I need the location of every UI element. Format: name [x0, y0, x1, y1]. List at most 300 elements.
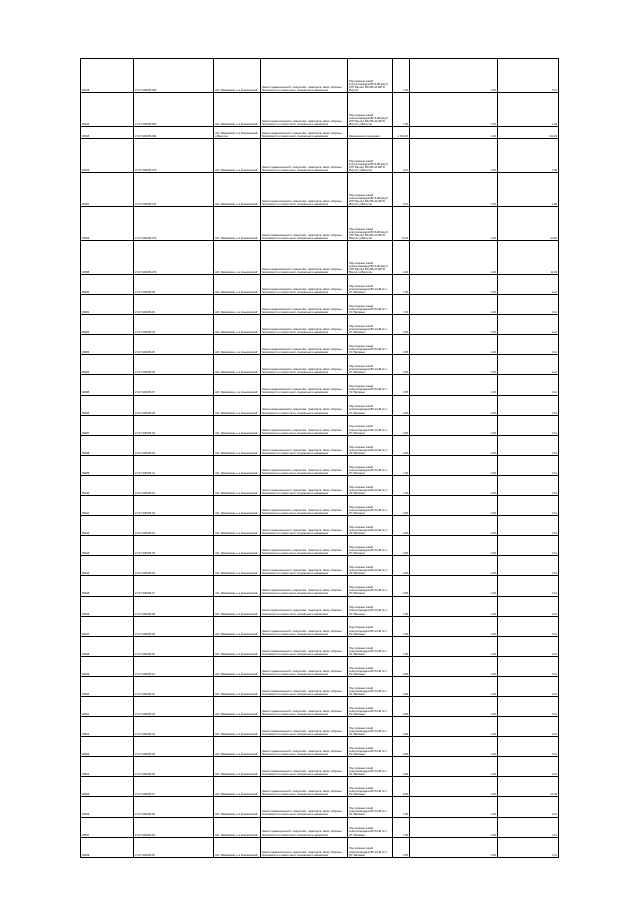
amount-cell: 142,29 — [498, 127, 559, 139]
row-id: 00007 — [81, 173, 134, 207]
area-cell: 7,00 — [393, 275, 410, 295]
amount-cell: 0,11 — [498, 737, 559, 757]
purpose-cell: Под опорные линий электропередачи ВЛ-10 кВ № 1 ПС 'Батманы' — [348, 596, 393, 616]
row-id: 00507 — [81, 817, 134, 837]
purpose-cell: Под опорные линий электропередачи ВЛ-6 кВ фид.6 КТП 'Ваутин' ВЛ-035-10 кВ ПС 'Ваутин' д.Вашутин — [348, 207, 393, 241]
land-category-cell: Земли промышленности, энергетики, транспорта, связи, обороны, безопасности и земли иного специального назначения — [261, 496, 348, 516]
row-id: 00497 — [81, 616, 134, 636]
address-cell: обл. Ивановская, р-н Кинешемский — [214, 275, 261, 295]
area-cell: 7,00 — [393, 59, 410, 93]
cadastral-number: 27-07-000045-373 — [134, 241, 214, 275]
rate-cell: 0,20 — [410, 696, 498, 716]
cadastral-number: 27-07-000045-41 — [134, 656, 214, 676]
table-row — [81, 837, 559, 857]
area-cell: 9,40 — [393, 777, 410, 797]
table-row — [81, 395, 559, 415]
table-row — [81, 207, 559, 241]
rate-cell: 0,00 — [410, 127, 498, 139]
area-cell: 0,05 — [393, 696, 410, 716]
address-cell: обл. Ивановская, р-н Кинешемский — [214, 375, 261, 395]
rate-cell: 0,20 — [410, 496, 498, 516]
address-cell: обл. Ивановская, р-н Кинешемский — [214, 556, 261, 576]
area-cell: 0,05 — [393, 395, 410, 415]
address-cell: обл. Ивановская, р-н Кинешемский — [214, 777, 261, 797]
table-row — [81, 576, 559, 596]
rate-cell: 0,20 — [410, 139, 498, 173]
cadastral-number: 27-07-000045-36 — [134, 556, 214, 576]
amount-cell: 1,56 — [498, 173, 559, 207]
rate-cell: 0,20 — [410, 616, 498, 636]
area-cell: 7,00 — [393, 93, 410, 127]
cadastral-number: 27-07-000045-39 — [134, 616, 214, 636]
amount-cell: 21,09 — [498, 777, 559, 797]
land-category-cell: Земли промышленности, энергетики, транспорта, связи, обороны, безопасности и земли иного специального назначения — [261, 241, 348, 275]
row-id: 00495 — [81, 576, 134, 596]
purpose-cell: Под опорные линий электропередачи ВЛ-10 кВ № 1 ПС 'Батманы' — [348, 315, 393, 335]
row-id: 00500 — [81, 676, 134, 696]
area-cell: 0,05 — [393, 576, 410, 596]
purpose-cell: Под опорные линий электропередачи ВЛ-10 кВ № 1 ПС 'Батманы' — [348, 777, 393, 797]
purpose-cell: Под опорные линий электропередачи ВЛ-10 кВ № 1 ПС 'Батманы' — [348, 556, 393, 576]
land-category-cell: Земли промышленности, энергетики, транспорта, связи, обороны, безопасности и земли иного специального назначения — [261, 139, 348, 173]
amount-cell: 0,11 — [498, 656, 559, 676]
table-row — [81, 556, 559, 576]
amount-cell: 0,11 — [498, 455, 559, 475]
table-row — [81, 335, 559, 355]
land-category-cell: Земли промышленности, энергетики, транспорта, связи, обороны, безопасности и земли иного специального назначения — [261, 837, 348, 857]
address-cell: обл. Ивановская, р-н Кинешемский — [214, 656, 261, 676]
land-category-cell: Земли промышленности, энергетики, транспорта, связи, обороны, безопасности и земли иного специального назначения — [261, 737, 348, 757]
amount-cell: 0,11 — [498, 415, 559, 435]
area-cell: 10,00 — [393, 207, 410, 241]
area-cell: 0,05 — [393, 676, 410, 696]
land-plots-table — [80, 58, 559, 858]
land-category-cell: Земли промышленности, энергетики, транспорта, связи, обороны, безопасности и земли иного специального назначения — [261, 516, 348, 536]
row-id: 00501 — [81, 696, 134, 716]
area-cell: 0,05 — [393, 315, 410, 335]
rate-cell: 0,20 — [410, 173, 498, 207]
purpose-cell: Под опорные линий электропередачи ВЛ-10 кВ № 1 ПС 'Батманы' — [348, 355, 393, 375]
address-cell: обл. Ивановская, р-н Кинешемский — [214, 139, 261, 173]
rate-cell: 2,20 — [410, 576, 498, 596]
rate-cell: 0,20 — [410, 676, 498, 696]
amount-cell: 0,11 — [498, 335, 559, 355]
rate-cell: 0,20 — [410, 395, 498, 415]
purpose-cell: Под опорные линий электропередачи ВЛ-6 кВ фид.6 КТП 'Ваутин' ВЛ-035-10 кВ ПС 'Ваутин' — [348, 59, 393, 93]
table-row — [81, 536, 559, 556]
area-cell: 7,00 — [393, 295, 410, 315]
amount-cell: 0,11 — [498, 536, 559, 556]
amount-cell: 0,11 — [498, 435, 559, 455]
amount-cell: 0,11 — [498, 496, 559, 516]
rate-cell: 0,20 — [410, 636, 498, 656]
cadastral-number: 27-07-000045-47 — [134, 777, 214, 797]
address-cell: обл. Ивановская, р-н Кинешемский — [214, 415, 261, 435]
cadastral-number: 27-07-000045-363 — [134, 59, 214, 93]
cadastral-number: 27-07-000045-40 — [134, 636, 214, 656]
area-cell: 0,05 — [393, 375, 410, 395]
land-category-cell: Земли промышленности, энергетики, транспорта, связи, обороны, безопасности и земли иного специального назначения — [261, 207, 348, 241]
rate-cell: 0,20 — [410, 475, 498, 495]
address-cell: обл. Ивановская, р-н Кинешемский, д.Вашутин — [214, 127, 261, 139]
rate-cell: 0,20 — [410, 375, 498, 395]
rate-cell: 0,20 — [410, 536, 498, 556]
table-row — [81, 139, 559, 173]
address-cell: обл. Ивановская, р-н Кинешемский — [214, 717, 261, 737]
cadastral-number: 27-07-000045-46 — [134, 757, 214, 777]
rate-cell: 0,20 — [410, 435, 498, 455]
land-category-cell: Земли промышленности, энергетики, транспорта, связи, обороны, безопасности и земли иного специального назначения — [261, 696, 348, 716]
cadastral-number: 27-07-000045-48 — [134, 797, 214, 817]
row-id: 00485 — [81, 375, 134, 395]
table-row — [81, 616, 559, 636]
purpose-cell: Под опорные линий электропередачи ВЛ-10 кВ № 1 ПС 'Батманы' — [348, 797, 393, 817]
cadastral-number: 27-07-000045-36 — [134, 355, 214, 375]
purpose-cell: Под опорные линий электропередачи ВЛ-10 кВ № 1 ПС 'Батманы' — [348, 817, 393, 837]
amount-cell: 24,60 — [498, 207, 559, 241]
table-row — [81, 696, 559, 716]
land-category-cell: Земли промышленности, энергетики, транспорта, связи, обороны, безопасности и земли иного специального назначения — [261, 375, 348, 395]
cadastral-number: 27-07-000045-359 — [134, 93, 214, 127]
table-row — [81, 315, 559, 335]
row-id: 00480 — [81, 275, 134, 295]
purpose-cell: Под опорные линий электропередачи ВЛ-6 кВ фид.6 КТП 'Ваутин' ВЛ-035-10 кВ ПС 'Ваутин' д.Вашутин — [348, 173, 393, 207]
row-id: 00505 — [81, 777, 134, 797]
row-id: 00508 — [81, 837, 134, 857]
amount-cell: 0,11 — [498, 395, 559, 415]
area-cell: 7,00 — [393, 636, 410, 656]
purpose-cell: Под опорные линий электропередачи ВЛ-10 кВ № 1 ПС 'Батманы' — [348, 676, 393, 696]
table-row — [81, 656, 559, 676]
rate-cell: 2,20 — [410, 596, 498, 616]
row-id: 00058 — [81, 241, 134, 275]
purpose-cell: Под опорные линий электропередачи ВЛ-10 кВ № 1 ПС 'Батманы' — [348, 536, 393, 556]
cadastral-number: 27-07-000045-34 — [134, 315, 214, 335]
land-category-cell: Земли промышленности, энергетики, транспорта, связи, обороны, безопасности и земли иного специального назначения — [261, 676, 348, 696]
amount-cell: 5,07 — [498, 59, 559, 93]
purpose-cell: Размещение сооружения — [348, 127, 393, 139]
row-id: 00491 — [81, 496, 134, 516]
row-id: 00492 — [81, 516, 134, 536]
land-category-cell: Земли промышленности, энергетики, транспорта, связи, обороны, безопасности и земли иного специального назначения — [261, 415, 348, 435]
land-category-cell: Земли промышленности, энергетики, транспорта, связи, обороны, безопасности и земли иного специального назначения — [261, 717, 348, 737]
area-cell: 7,00 — [393, 455, 410, 475]
rate-cell: 2,20 — [410, 556, 498, 576]
area-cell: 7,00 — [393, 475, 410, 495]
rate-cell: 0,20 — [410, 355, 498, 375]
land-category-cell: Земли промышленности, энергетики, транспорта, связи, обороны, безопасности и земли иного специального назначения — [261, 817, 348, 837]
table-row — [81, 475, 559, 495]
address-cell: обл. Ивановская, р-н Кинешемский — [214, 516, 261, 536]
area-cell: 0,05 — [393, 335, 410, 355]
rate-cell: 2,20 — [410, 757, 498, 777]
address-cell: обл. Ивановская, р-н Кинешемский — [214, 737, 261, 757]
area-cell: 0,10 — [393, 173, 410, 207]
purpose-cell: Под опорные линий электропередачи ВЛ-10 кВ № 1 ПС 'Батманы' — [348, 737, 393, 757]
rate-cell: 0,20 — [410, 335, 498, 355]
purpose-cell: Под опорные линий электропередачи ВЛ-10 кВ № 1 ПС 'Батманы' — [348, 656, 393, 676]
row-id: 00482 — [81, 315, 134, 335]
amount-cell: 1,94 — [498, 93, 559, 127]
area-cell: 7,00 — [393, 797, 410, 817]
cadastral-number: 27-07-000045-31 — [134, 455, 214, 475]
address-cell: обл. Ивановская, р-н Кинешемский — [214, 93, 261, 127]
amount-cell: 1,56 — [498, 139, 559, 173]
amount-cell: 11,09 — [498, 241, 559, 275]
row-id: 00493 — [81, 536, 134, 556]
rate-cell: 0,20 — [410, 59, 498, 93]
row-id: 00487 — [81, 415, 134, 435]
table-row — [81, 275, 559, 295]
purpose-cell: Под опорные линий электропередачи ВЛ-10 кВ № 1 ПС 'Батманы' — [348, 837, 393, 857]
rate-cell: 0,20 — [410, 295, 498, 315]
rate-cell: 2,20 — [410, 415, 498, 435]
area-cell: 0,05 — [393, 415, 410, 435]
amount-cell: 0,11 — [498, 375, 559, 395]
area-cell: 0,10 — [393, 139, 410, 173]
address-cell: обл. Ивановская, р-н Кинешемский — [214, 355, 261, 375]
land-category-cell: Земли промышленности, энергетики, транспорта, связи, обороны, безопасности и земли иного специального назначения — [261, 757, 348, 777]
row-id: 00486 — [81, 395, 134, 415]
amount-cell: 0,11 — [498, 717, 559, 737]
row-id: 00503 — [81, 737, 134, 757]
row-id: 00506 — [81, 797, 134, 817]
cadastral-number: 27-07-000045-50 — [134, 837, 214, 857]
purpose-cell: Под опорные линий электропередачи ВЛ-10 кВ № 1 ПС 'Батманы' — [348, 455, 393, 475]
cadastral-number: 27-07-000045-35 — [134, 536, 214, 556]
amount-cell: 0,11 — [498, 315, 559, 335]
land-category-cell: Земли промышленности, энергетики, транспорта, связи, обороны, безопасности и земли иного специального назначения — [261, 455, 348, 475]
amount-cell: 0,11 — [498, 596, 559, 616]
address-cell: обл. Ивановская, р-н Кинешемский — [214, 315, 261, 335]
table-row — [81, 717, 559, 737]
table-row — [81, 93, 559, 127]
amount-cell: 0,11 — [498, 837, 559, 857]
cadastral-number: 27-07-000045-372 — [134, 207, 214, 241]
address-cell: обл. Ивановская, р-н Кинешемский — [214, 757, 261, 777]
cadastral-number: 27-07-000045-43 — [134, 696, 214, 716]
purpose-cell: Под опорные линий электропередачи ВЛ-10 кВ № 1 ПС 'Батманы' — [348, 295, 393, 315]
address-cell: обл. Ивановская, р-н Кинешемский — [214, 435, 261, 455]
address-cell: обл. Ивановская, р-н Кинешемский — [214, 837, 261, 857]
land-category-cell: Земли промышленности, энергетики, транспорта, связи, обороны, безопасности и земли иного специального назначения — [261, 636, 348, 656]
row-id: 00490 — [81, 475, 134, 495]
rate-cell: 0,20 — [410, 797, 498, 817]
area-cell: 0,05 — [393, 516, 410, 536]
land-category-cell: Земли промышленности, энергетики, транспорта, связи, обороны, безопасности и земли иного специального назначения — [261, 777, 348, 797]
land-category-cell: Земли промышленности, энергетики, транспорта, связи, обороны, безопасности и земли иного специального назначения — [261, 576, 348, 596]
address-cell: обл. Ивановская, р-н Кинешемский — [214, 596, 261, 616]
land-category-cell: Земли промышленности, энергетики, транспорта, связи, обороны, безопасности и земли иного специального назначения — [261, 616, 348, 636]
purpose-cell: Под опорные линий электропередачи ВЛ-10 кВ № 1 ПС 'Батманы' — [348, 616, 393, 636]
cadastral-number: 27-07-000045-394 — [134, 127, 214, 139]
address-cell: обл. Ивановская, р-н Кинешемский — [214, 817, 261, 837]
purpose-cell: Под опорные линий электропередачи ВЛ-6 кВ фид.6 КТП 'Ваутин' ВЛ-035-10 кВ ПС 'Ваутин' д.Вашутин — [348, 93, 393, 127]
rate-cell: 2,20 — [410, 207, 498, 241]
rate-cell: 0,20 — [410, 837, 498, 857]
cadastral-number: 27-07-000045-39 — [134, 295, 214, 315]
area-cell: 7,00 — [393, 817, 410, 837]
purpose-cell: Под опорные линий электропередачи ВЛ-6 кВ фид.6 КТП 'Ваутин' ВЛ-035-10 кВ ПС 'Ваутин' д.Вашутин — [348, 241, 393, 275]
row-id: 00481 — [81, 295, 134, 315]
amount-cell: 0,11 — [498, 275, 559, 295]
cadastral-number: 27-07-000045-44 — [134, 717, 214, 737]
amount-cell: 0,11 — [498, 636, 559, 656]
area-cell: 0,05 — [393, 435, 410, 455]
area-cell: 0,05 — [393, 757, 410, 777]
table-row — [81, 817, 559, 837]
cadastral-number: 27-07-000045-39 — [134, 415, 214, 435]
purpose-cell: Под опорные линий электропередачи ВЛ-10 кВ № 1 ПС 'Батманы' — [348, 496, 393, 516]
cadastral-number: 27-07-000045-42 — [134, 676, 214, 696]
cadastral-number: 27-07-000045-30 — [134, 435, 214, 455]
land-category-cell: Земли промышленности, энергетики, транспорта, связи, обороны, безопасности и земли иного специального назначения — [261, 295, 348, 315]
row-id: 00494 — [81, 93, 134, 127]
table-row — [81, 777, 559, 797]
table-row — [81, 173, 559, 207]
cadastral-number: 37-07-000045-371 — [134, 173, 214, 207]
purpose-cell: Под опорные линий электропередачи ВЛ-10 кВ № 1 ПС 'Батманы' — [348, 395, 393, 415]
table-row — [81, 415, 559, 435]
purpose-cell: Под опорные линий электропередачи ВЛ-10 кВ № 1 ПС 'Батманы' — [348, 335, 393, 355]
row-id: 00499 — [81, 656, 134, 676]
address-cell: обл. Ивановская, р-н Кинешемский — [214, 59, 261, 93]
cadastral-number: 27-07-000045-32 — [134, 475, 214, 495]
address-cell: обл. Ивановская, р-н Кинешемский — [214, 616, 261, 636]
row-id: 00489 — [81, 455, 134, 475]
rate-cell: 0,20 — [410, 275, 498, 295]
row-id: 00005 — [81, 139, 134, 173]
land-category-cell: Земли промышленности, энергетики, транспорта, связи, обороны, безопасности и земли иного специального назначения — [261, 797, 348, 817]
table-row — [81, 797, 559, 817]
row-id: 00498 — [81, 636, 134, 656]
land-category-cell: Земли промышленности, энергетики, транспорта, связи, обороны, безопасности и земли иного специального назначения — [261, 173, 348, 207]
amount-cell: 0,11 — [498, 797, 559, 817]
purpose-cell: Под опорные линий электропередачи ВЛ-10 кВ № 1 ПС 'Батманы' — [348, 576, 393, 596]
area-cell: 0,05 — [393, 355, 410, 375]
amount-cell: 0,11 — [498, 355, 559, 375]
row-id: 00494 — [81, 556, 134, 576]
land-category-cell: Земли промышленности, энергетики, транспорта, связи, обороны, безопасности и земли иного специального назначения — [261, 315, 348, 335]
table-row — [81, 241, 559, 275]
rate-cell: 0,20 — [410, 455, 498, 475]
table-row — [81, 636, 559, 656]
row-id: 00502 — [81, 717, 134, 737]
address-cell: обл. Ивановская, р-н Кинешемский — [214, 295, 261, 315]
amount-cell: 0,11 — [498, 475, 559, 495]
area-cell: 7,00 — [393, 596, 410, 616]
row-id: 00488 — [81, 435, 134, 455]
land-category-cell: Земли промышленности, энергетики, транспорта, связи, обороны, безопасности и земли иного специального назначения — [261, 335, 348, 355]
area-cell: 4,00 — [393, 241, 410, 275]
address-cell: обл. Ивановская, р-н Кинешемский — [214, 676, 261, 696]
area-cell: 0,05 — [393, 737, 410, 757]
row-id: 00053 — [81, 207, 134, 241]
area-cell: 7,00 — [393, 616, 410, 636]
purpose-cell: Под опорные линий электропередачи ВЛ-10 кВ № 1 ПС 'Батманы' — [348, 375, 393, 395]
purpose-cell: Под опорные линий электропередачи ВЛ-6 кВ фид.6 КТП 'Ваутин' ВЛ-035-10 кВ ПС 'Ваутин' д.Вашутин — [348, 139, 393, 173]
land-category-cell: Земли промышленности, энергетики, транспорта, связи, обороны, безопасности и земли иного специального назначения — [261, 656, 348, 676]
amount-cell: 0,11 — [498, 576, 559, 596]
table-row — [81, 59, 559, 93]
land-category-cell: Земли промышленности, энергетики, транспорта, связи, обороны, безопасности и земли иного специального назначения — [261, 536, 348, 556]
purpose-cell: Под опорные линий электропередачи ВЛ-10 кВ № 1 ПС 'Батманы' — [348, 275, 393, 295]
rate-cell: 0,20 — [410, 93, 498, 127]
amount-cell: 0,11 — [498, 696, 559, 716]
area-cell: 0,05 — [393, 556, 410, 576]
address-cell: обл. Ивановская, р-н Кинешемский — [214, 696, 261, 716]
land-category-cell: Земли промышленности, энергетики, транспорта, связи, обороны, безопасности и земли иного специального назначения — [261, 556, 348, 576]
land-category-cell: Земли промышленности, энергетики, транспорта, связи, обороны, безопасности и земли иного специального назначения — [261, 596, 348, 616]
table-row — [81, 516, 559, 536]
cadastral-number: 27-07-000045-38 — [134, 275, 214, 295]
address-cell: обл. Ивановская, р-н Кинешемский — [214, 241, 261, 275]
rate-cell: 0,20 — [410, 777, 498, 797]
rate-cell: 0,20 — [410, 315, 498, 335]
purpose-cell: Под опорные линий электропередачи ВЛ-10 кВ № 1 ПС 'Батманы' — [348, 636, 393, 656]
address-cell: обл. Ивановская, р-н Кинешемский — [214, 576, 261, 596]
amount-cell: 0,11 — [498, 295, 559, 315]
row-id: 00168 — [81, 59, 134, 93]
rate-cell: 0,20 — [410, 516, 498, 536]
cadastral-number: 37-07-000045-370 — [134, 139, 214, 173]
cadastral-number: 27-07-000045-38 — [134, 596, 214, 616]
rate-cell: 2,20 — [410, 737, 498, 757]
row-id: 00496 — [81, 596, 134, 616]
table-row — [81, 496, 559, 516]
row-id: 00504 — [81, 757, 134, 777]
address-cell: обл. Ивановская, р-н Кинешемский — [214, 207, 261, 241]
purpose-cell: Под опорные линий электропередачи ВЛ-10 кВ № 1 ПС 'Батманы' — [348, 717, 393, 737]
area-cell: 0,05 — [393, 837, 410, 857]
table-row — [81, 737, 559, 757]
rate-cell: 0,20 — [410, 817, 498, 837]
land-category-cell: Земли промышленности, энергетики, транспорта, связи, обороны, безопасности и земли иного специального назначения — [261, 59, 348, 93]
amount-cell: 0,11 — [498, 676, 559, 696]
area-cell: 0,05 — [393, 496, 410, 516]
amount-cell: 0,11 — [498, 616, 559, 636]
address-cell: обл. Ивановская, р-н Кинешемский — [214, 496, 261, 516]
table-row — [81, 435, 559, 455]
row-id: 00483 — [81, 335, 134, 355]
address-cell: обл. Ивановская, р-н Кинешемский — [214, 455, 261, 475]
area-cell: 0,05 — [393, 656, 410, 676]
land-category-cell: Земли промышленности, энергетики, транспорта, связи, обороны, безопасности и земли иного специального назначения — [261, 275, 348, 295]
area-cell: 0,05 — [393, 717, 410, 737]
purpose-cell: Под опорные линий электропередачи ВЛ-10 кВ № 1 ПС 'Батманы' — [348, 415, 393, 435]
cadastral-number: 27-07-000045-37 — [134, 576, 214, 596]
table-row — [81, 295, 559, 315]
address-cell: обл. Ивановская, р-н Кинешемский — [214, 797, 261, 817]
area-cell: 0,05 — [393, 536, 410, 556]
land-category-cell: Земли промышленности, энергетики, транспорта, связи, обороны, безопасности и земли иного специального назначения — [261, 127, 348, 139]
address-cell: обл. Ивановская, р-н Кинешемский — [214, 395, 261, 415]
cadastral-number: 27-07-000045-33 — [134, 496, 214, 516]
land-category-cell: Земли промышленности, энергетики, транспорта, связи, обороны, безопасности и земли иного специального назначения — [261, 93, 348, 127]
table-row — [81, 355, 559, 375]
cadastral-number: 27-07-000045-45 — [134, 737, 214, 757]
land-category-cell: Земли промышленности, энергетики, транспорта, связи, обороны, безопасности и земли иного специального назначения — [261, 475, 348, 495]
cadastral-number: 27-07-000045-34 — [134, 516, 214, 536]
table-row — [81, 455, 559, 475]
cadastral-number: 27-07-000045-35 — [134, 335, 214, 355]
purpose-cell: Под опорные линий электропередачи ВЛ-10 кВ № 1 ПС 'Батманы' — [348, 516, 393, 536]
cadastral-number: 27-07-000045-49 — [134, 817, 214, 837]
purpose-cell: Под опорные линий электропередачи ВЛ-10 кВ № 1 ПС 'Батманы' — [348, 435, 393, 455]
row-id: 00484 — [81, 355, 134, 375]
address-cell: обл. Ивановская, р-н Кинешемский — [214, 536, 261, 556]
table-row — [81, 127, 559, 139]
